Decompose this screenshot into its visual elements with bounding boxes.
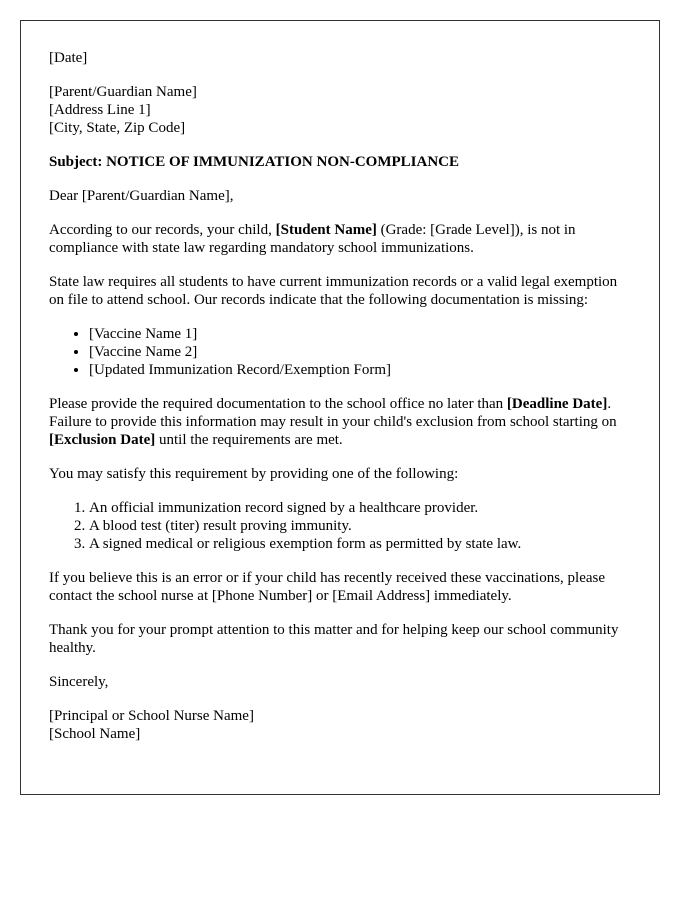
list-item: • [Vaccine Name 1] (89, 325, 631, 343)
signature-block (49, 707, 631, 743)
list-item: 3. A signed medical or religious exemption form as permitted by state law. (89, 535, 631, 553)
closing: Sincerely, (49, 674, 109, 690)
paragraph-contact: If you believe this is an error or if your child has recently received these vaccinations, please contact the school nurse at [Phone Number] or [Email Address] immediately. (49, 570, 606, 604)
exclusion-date-placeholder: [Exclusion Date] (49, 432, 156, 448)
list-item: 2. A blood test (titer) result proving immunity. (89, 517, 631, 535)
recipient-name: [Parent/Guardian Name] (49, 84, 197, 100)
subject-label: Subject: (49, 154, 103, 170)
deadline-date-placeholder: [Deadline Date] (506, 396, 608, 412)
paragraph-deadline-text-b: . Failure to provide this information may result in your child's exclusion from school starting on (49, 396, 617, 430)
letter-page (20, 20, 660, 795)
paragraph-records (49, 221, 631, 257)
list-item: • [Vaccine Name 2] (89, 343, 631, 361)
subject-text: NOTICE OF IMMUNIZATION NON-COMPLIANCE (106, 154, 459, 170)
missing-documents-list (49, 325, 631, 379)
paragraph-records-text-a: According to our records, your child, (49, 222, 276, 238)
school-name: [School Name] (49, 726, 141, 742)
letter-date: [Date] (49, 50, 88, 66)
signer-name: [Principal or School Nurse Name] (49, 708, 254, 724)
paragraph-state-law: State law requires all students to have current immunization records or a valid legal exemption on file to attend school. Our records indicate that the following documentation is missing: (49, 274, 618, 308)
paragraph-records-text-b: (Grade: [Grade Level]), is not in compliance with state law regarding mandatory school immunizations. (49, 222, 576, 256)
recipient-city-state-zip: [City, State, Zip Code] (49, 120, 186, 136)
paragraph-thanks: Thank you for your prompt attention to this matter and for helping keep our school community healthy. (49, 622, 619, 656)
options-list (49, 499, 631, 553)
paragraph-deadline-text-a: Please provide the required documentation to the school office no later than (49, 396, 507, 412)
paragraph-deadline (49, 395, 631, 449)
student-name-placeholder: [Student Name] (275, 222, 377, 238)
salutation: Dear [Parent/Guardian Name], (49, 188, 234, 204)
list-item: • [Updated Immunization Record/Exemption Form] (89, 361, 631, 379)
recipient-address-line1: [Address Line 1] (49, 102, 151, 118)
recipient-address (49, 83, 631, 137)
paragraph-options-intro: You may satisfy this requirement by providing one of the following: (49, 466, 459, 482)
list-item: 1. An official immunization record signed by a healthcare provider. (89, 499, 631, 517)
paragraph-deadline-text-c: until the requirements are met. (155, 432, 343, 448)
subject-line (49, 153, 631, 171)
